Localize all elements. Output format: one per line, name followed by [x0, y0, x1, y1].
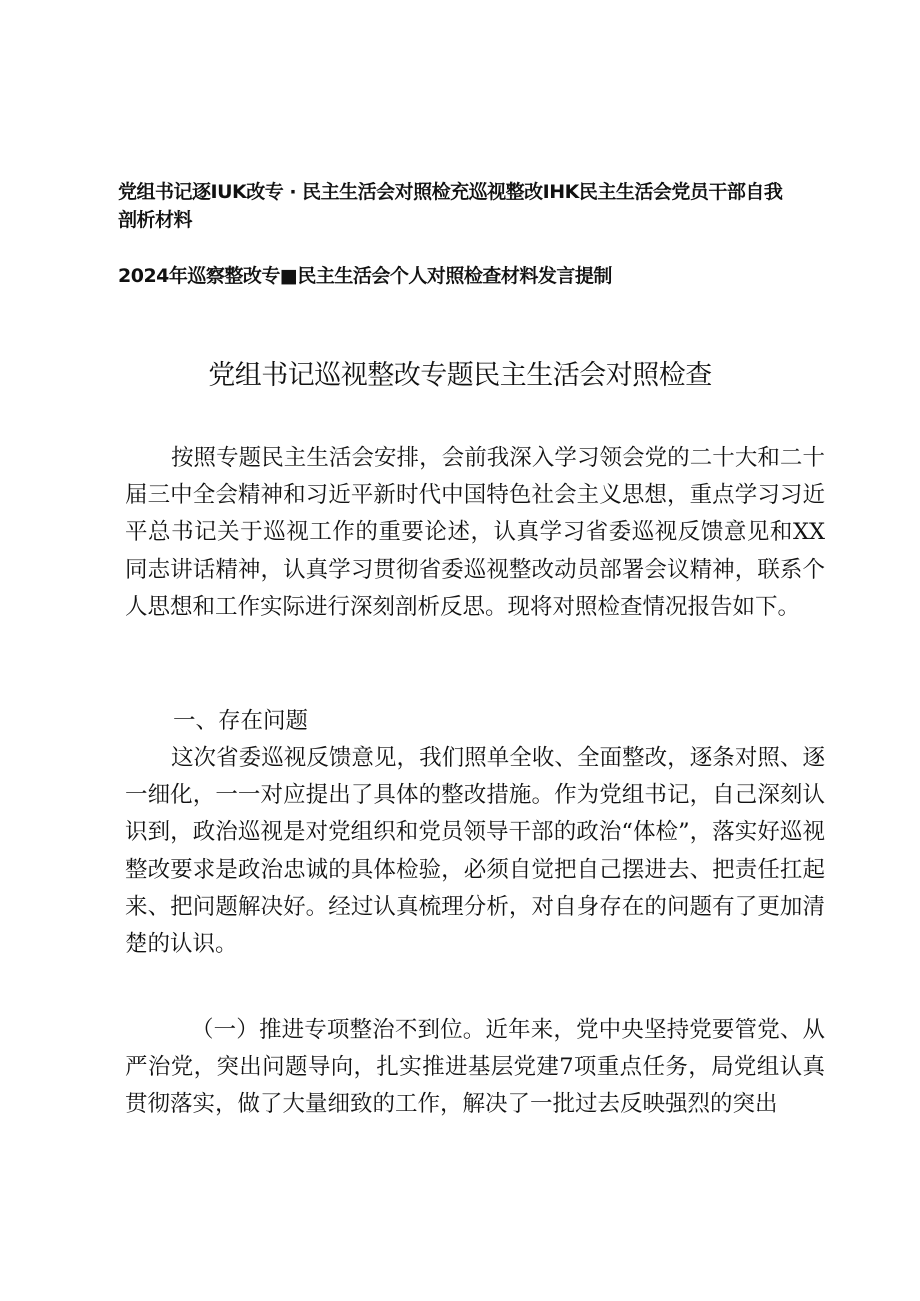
- header-title-line-2: 2024年巡察整改专■民主生活会个人对照检查材料发言提制: [118, 265, 612, 287]
- intro-paragraph: 按照专题民主生活会安排，会前我深入学习领会党的二十大和二十届三中全会精神和习近平新时代中国特色社会主义思想，重点学习习近平总书记关于巡视工作的重要论述，认真学习省委巡视反馈意见和XX同志讲话精神，认真学习贯彻省委巡视整改动员部署会议精神，联系个人思想和工作实际进行深刻剖析反思。现将对照检查情况报告如下。: [125, 445, 825, 620]
- section-heading-problems: 一、存在问题: [173, 708, 309, 734]
- problems-paragraph: 这次省委巡视反馈意见，我们照单全收、全面整改，逐条对照、逐一细化，一一对应提出了具体的整改措施。作为党组书记，自己深刻认识到，政治巡视是对党组织和党员领导干部的政治“体检”，落实好巡视整改要求是政治忠诚的具体检验，必须自觉把自己摆进去、把责任扛起来、把问题解决好。经过认真梳理分析，对自身存在的问题有了更加清楚的认识。: [125, 745, 825, 958]
- document-title: 党组书记巡视整改专题民主生活会对照检查: [208, 360, 712, 391]
- header-title-line-1-continued: 剖析材料: [118, 209, 193, 231]
- header-title-line-1: 党组书记逐IUK改专 · 民主生活会对照检充巡视整改IHK民主生活会党员干部自我: [118, 181, 783, 203]
- subsection-paragraph-1: （一）推进专项整治不到位。近年来，党中央坚持党要管党、从严治党，突出问题导向，扎实推进基层党建7项重点任务，局党组认真贯彻落实，做了大量细致的工作，解决了一批过去反映强烈的突出: [125, 1017, 825, 1118]
